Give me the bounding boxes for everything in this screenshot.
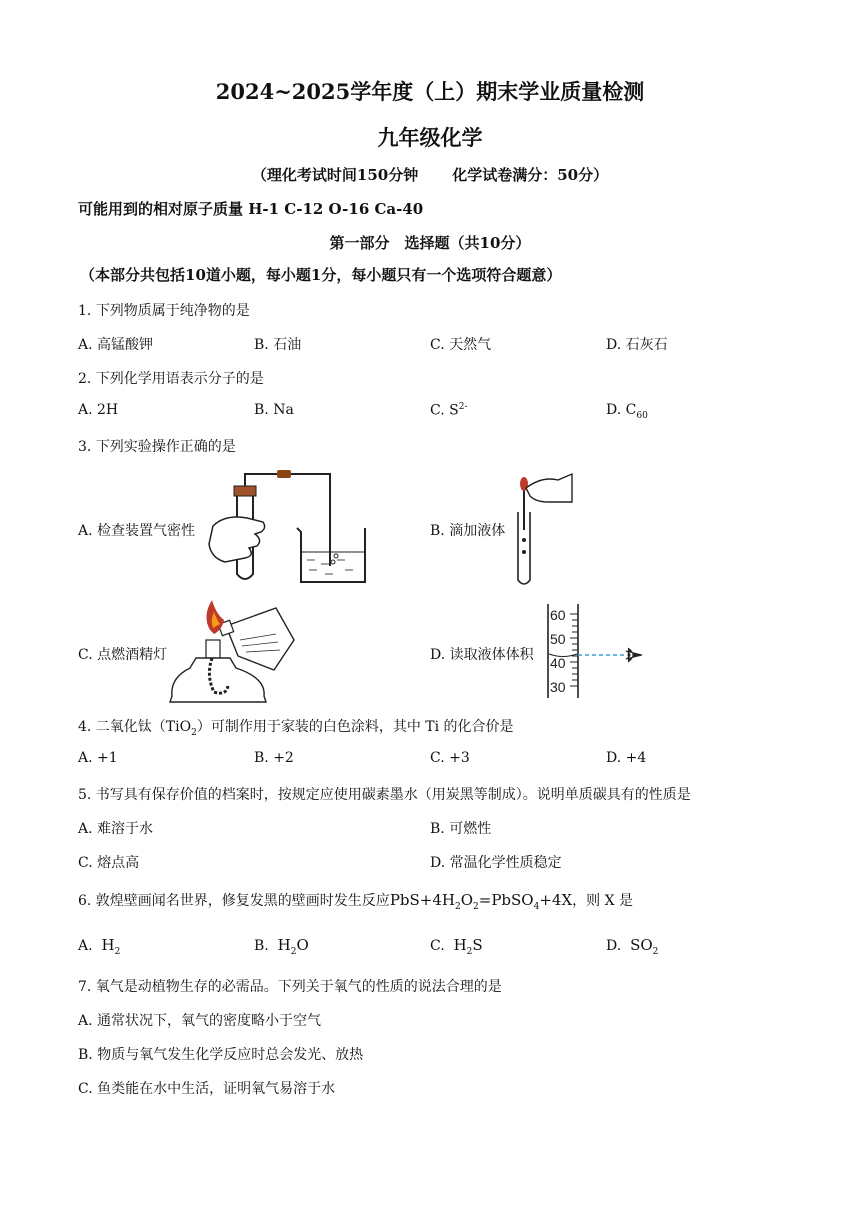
atomic-mass-note: 可能用到的相对原子质量 H-1 C-12 O-16 Ca-40: [78, 200, 424, 218]
time-note: （理化考试时间150分钟: [251, 166, 419, 184]
graduated-cylinder-diagram: [540, 602, 660, 702]
q1-option-a[interactable]: A. 高锰酸钾: [78, 337, 154, 353]
q7-stem: 7. 氧气是动植物生存的必需品。下列关于氧气的性质的说法合理的是: [78, 979, 502, 995]
q3-option-d[interactable]: D. 读取液体体积: [430, 647, 534, 663]
q2-option-a[interactable]: A. 2H: [78, 402, 119, 418]
q6-option-c[interactable]: C. $H_2S$: [430, 936, 483, 957]
q2-option-c[interactable]: C. $S^{2-}$: [430, 402, 468, 419]
q4-option-b[interactable]: B. +2: [254, 750, 294, 766]
q4-option-d[interactable]: D. +4: [606, 750, 647, 766]
q5-option-c[interactable]: C. 熔点高: [78, 855, 140, 871]
eye-icon: [626, 648, 642, 662]
q6-stem: 6. 敦煌壁画闻名世界，修复发黑的壁画时发生反应$PbS+4H_2O_2=PbSO_4+4X$，则 X 是: [78, 891, 634, 912]
q5-stem: 5. 书写具有保存价值的档案时，按规定应使用碳素墨水（用炭黑等制成）。说明单质碳具有的性质是: [78, 787, 691, 803]
cylinder-tick-40: 40: [550, 655, 566, 671]
q4-option-c[interactable]: C. +3: [430, 750, 470, 766]
q3-option-c[interactable]: C. 点燃酒精灯: [78, 647, 168, 663]
q1-option-c[interactable]: C. 天然气: [430, 337, 492, 353]
q5-option-b[interactable]: B. 可燃性: [430, 821, 492, 837]
q7-option-c[interactable]: C. 鱼类能在水中生活，证明氧气易溶于水: [78, 1081, 336, 1097]
q6-option-d[interactable]: D. $SO_2$: [606, 936, 659, 957]
q1-option-d[interactable]: D. 石灰石: [606, 337, 668, 353]
cylinder-tick-50: 50: [550, 631, 566, 647]
q3-option-a[interactable]: A. 检查装置气密性: [78, 523, 196, 539]
q6-option-a[interactable]: A. $H_2$: [78, 936, 121, 957]
reaction-equation: $PbS+4H_2O_2=PbSO_4+4X$: [389, 891, 573, 912]
exam-subtitle: 九年级化学: [377, 125, 483, 150]
q4-option-a[interactable]: A. +1: [78, 750, 118, 766]
exam-title: 2024~2025学年度（上）期末学业质量检测: [215, 79, 645, 104]
q3-option-b[interactable]: B. 滴加液体: [430, 523, 506, 539]
part-note: （本部分共包括10道小题，每小题1分，每小题只有一个选项符合题意）: [80, 266, 562, 284]
q7-option-b[interactable]: B. 物质与氧气发生化学反应时总会发光、放热: [78, 1047, 364, 1063]
q7-option-a[interactable]: A. 通常状况下，氧气的密度略小于空气: [78, 1013, 322, 1029]
q2-stem: 2. 下列化学用语表示分子的是: [78, 371, 264, 387]
q1-option-b[interactable]: B. 石油: [254, 337, 302, 353]
q5-option-d[interactable]: D. 常温化学性质稳定: [430, 855, 562, 871]
part-title: 第一部分 选择题（共10分）: [329, 234, 531, 252]
dropper-diagram: [508, 466, 578, 588]
q3-stem: 3. 下列实验操作正确的是: [78, 439, 236, 455]
q2-option-d[interactable]: D. $C_{60}$: [606, 402, 648, 421]
score-note: 化学试卷满分：50分）: [452, 166, 609, 184]
cylinder-tick-30: 30: [550, 679, 566, 695]
q5-option-a[interactable]: A. 难溶于水: [78, 821, 154, 837]
q6-option-b[interactable]: B. $H_2O$: [254, 936, 309, 957]
exam-info: [0, 164, 860, 185]
airtightness-check-diagram: [205, 466, 375, 586]
cylinder-tick-60: 60: [550, 607, 566, 623]
q1-stem: 1. 下列物质属于纯净物的是: [78, 303, 250, 319]
q4-stem: 4. 二氧化钛（TiO$_2$）可制作用于家装的白色涂料，其中 Ti 的化合价是: [78, 719, 514, 738]
q2-option-b[interactable]: B. Na: [254, 402, 294, 418]
alcohol-lamp-diagram: [166, 596, 300, 706]
